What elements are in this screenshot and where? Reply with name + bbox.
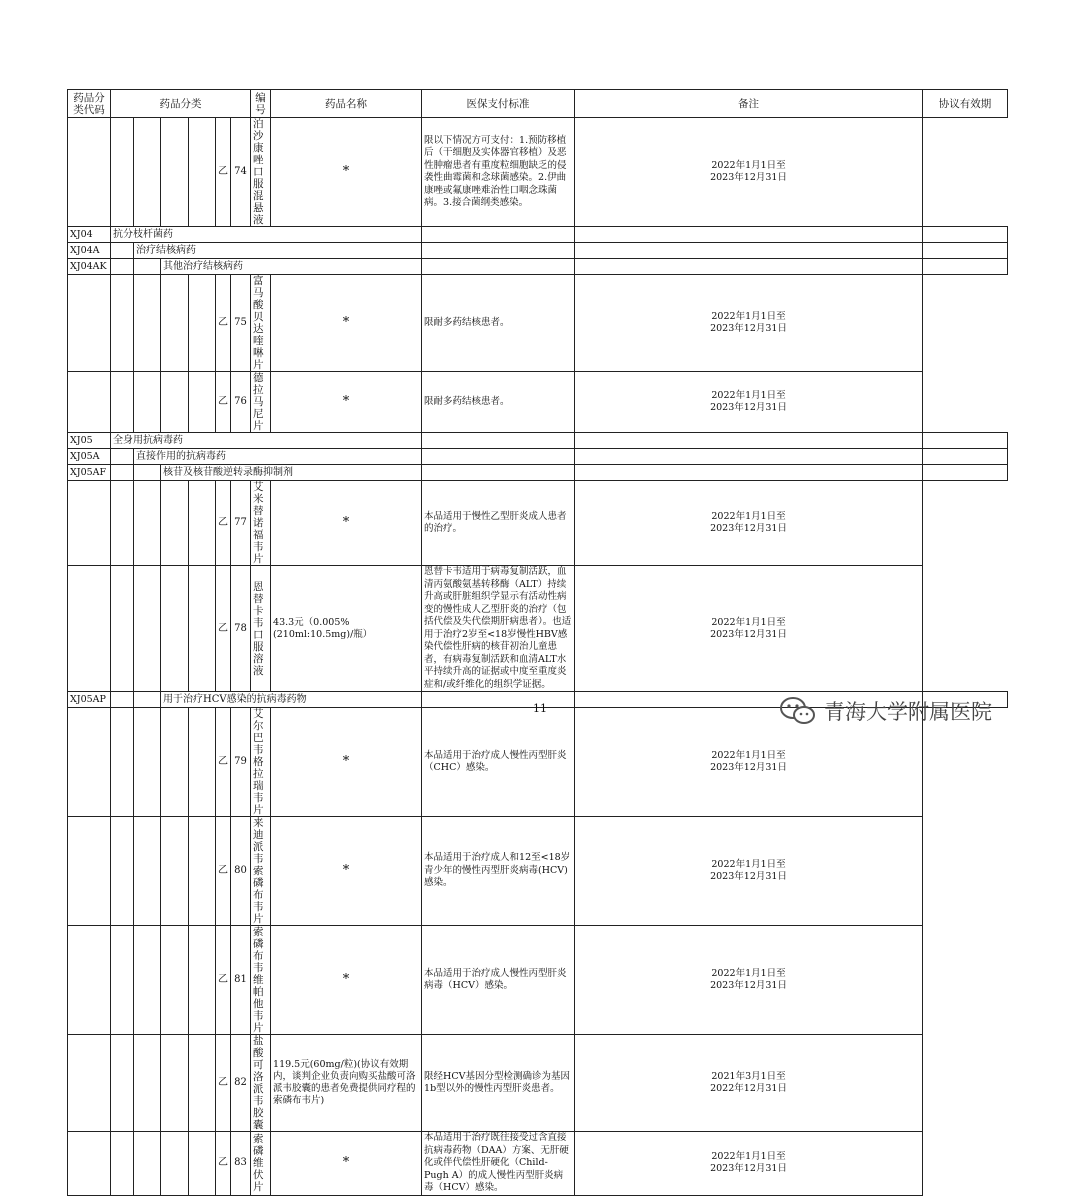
period-end: 2022年12月31日 [710,1083,787,1094]
wechat-icon [778,696,818,726]
category-label: 抗分枝杆菌药 [111,227,422,243]
empty-cell [111,449,134,465]
drug-row [68,1132,1008,1196]
drug-row [68,926,1008,1035]
header-period: 协议有效期 [923,90,1008,118]
agreement-period [575,817,923,926]
category-label: 治疗结核病药 [134,243,422,259]
header-category: 药品分类 [111,90,251,118]
period-end: 2023年12月31日 [710,402,787,413]
period-start: 2022年1月1日至 [711,390,786,401]
empty-cell [422,449,575,465]
payment-standard: * [271,481,422,566]
empty-cell [134,708,161,817]
category-row [68,449,1008,465]
agreement-period [575,372,923,433]
empty-cell [575,449,923,465]
empty-cell [111,817,134,926]
empty-cell [68,1132,111,1196]
drug-name: 索磷布韦维帕他韦片 [251,926,271,1035]
empty-cell [111,243,134,259]
category-code: XJ04AK [68,259,111,275]
empty-cell [111,566,134,692]
agreement-period [575,481,923,566]
table-header-row [68,90,1008,118]
empty-cell [134,566,161,692]
header-standard: 医保支付标准 [422,90,575,118]
drug-number: 78 [231,566,251,692]
period-start: 2021年3月1日至 [711,1071,786,1082]
drug-table [67,89,1008,1196]
drug-row [68,817,1008,926]
drug-grade: 乙 [216,481,231,566]
empty-cell [134,259,161,275]
category-code: XJ04A [68,243,111,259]
drug-number: 81 [231,926,251,1035]
drug-number: 82 [231,1035,251,1132]
empty-cell [923,433,1008,449]
agreement-period [575,275,923,372]
header-number: 编号 [251,90,271,118]
empty-cell [134,926,161,1035]
category-label: 用于治疗HCV感染的抗病毒药物 [161,692,422,708]
drug-name: 索磷维伏片 [251,1132,271,1196]
empty-cell [189,372,216,433]
category-row [68,259,1008,275]
period-start: 2022年1月1日至 [711,968,786,979]
empty-cell [161,275,189,372]
empty-cell [111,465,134,481]
drug-note: 本品适用于治疗既往接受过含直接抗病毒药物（DAA）方案、无肝硬化或伴代偿性肝硬化（Child-Pugh A）的成人慢性丙型肝炎病毒（HCV）感染。 [422,1132,575,1196]
category-row [68,227,1008,243]
empty-cell [422,433,575,449]
category-label: 直接作用的抗病毒药 [134,449,422,465]
drug-number: 75 [231,275,251,372]
drug-grade: 乙 [216,817,231,926]
drug-grade: 乙 [216,708,231,817]
watermark [778,696,992,726]
empty-cell [134,372,161,433]
payment-standard: * [271,708,422,817]
category-code: XJ05A [68,449,111,465]
empty-cell [422,227,575,243]
drug-note: 限耐多药结核患者。 [422,372,575,433]
empty-cell [68,481,111,566]
drug-note: 本品适用于治疗成人慢性丙型肝炎（CHC）感染。 [422,708,575,817]
category-code: XJ05AP [68,692,111,708]
period-start: 2022年1月1日至 [711,511,786,522]
empty-cell [161,1035,189,1132]
empty-cell [161,118,189,227]
drug-row [68,566,1008,692]
payment-standard: * [271,118,422,227]
category-label: 全身用抗病毒药 [111,433,422,449]
empty-cell [161,481,189,566]
drug-name: 艾尔巴韦格拉瑞韦片 [251,708,271,817]
empty-cell [575,433,923,449]
empty-cell [68,708,111,817]
drug-name: 富马酸贝达喹啉片 [251,275,271,372]
drug-name: 来迪派韦索磷布韦片 [251,817,271,926]
agreement-period [575,1035,923,1132]
header-name: 药品名称 [271,90,422,118]
drug-name: 泊沙康唑口服混悬液 [251,118,271,227]
empty-cell [134,1132,161,1196]
empty-cell [111,926,134,1035]
empty-cell [68,926,111,1035]
empty-cell [189,275,216,372]
payment-standard: * [271,817,422,926]
empty-cell [161,817,189,926]
category-label: 其他治疗结核病药 [161,259,422,275]
empty-cell [575,243,923,259]
drug-note: 限以下情况方可支付：1.预防移植后（干细胞及实体器官移植）及恶性肿瘤患者有重度粒细胞缺乏的侵袭性曲霉菌和念球菌感染。2.伊曲康唑或氟康唑难治性口咽念珠菌病。3.接合菌纲类感染。 [422,118,575,227]
period-end: 2023年12月31日 [710,980,787,991]
watermark-text: 青海大学附属医院 [824,700,992,724]
empty-cell [161,566,189,692]
agreement-period [575,1132,923,1196]
header-note: 备注 [575,90,923,118]
period-end: 2023年12月31日 [710,628,787,640]
empty-cell [68,372,111,433]
empty-cell [189,926,216,1035]
empty-cell [161,1132,189,1196]
drug-row [68,1035,1008,1132]
payment-standard: 119.5元(60mg/粒)(协议有效期内，谈判企业负责向购买盐酸可洛派韦胶囊的患者免费提供同疗程的索磷布韦片) [271,1035,422,1132]
drug-grade: 乙 [216,372,231,433]
category-code: XJ05 [68,433,111,449]
period-end: 2023年12月31日 [710,1163,787,1175]
empty-cell [111,708,134,817]
drug-row [68,481,1008,566]
drug-number: 76 [231,372,251,433]
payment-standard: * [271,1132,422,1196]
drug-grade: 乙 [216,926,231,1035]
drug-grade: 乙 [216,275,231,372]
empty-cell [189,708,216,817]
period-end: 2023年12月31日 [710,172,787,183]
category-row [68,433,1008,449]
empty-cell [161,372,189,433]
drug-note: 恩替卡韦适用于病毒复制活跃，血清丙氨酸氨基转移酶（ALT）持续升高或肝脏组织学显示有活动性病变的慢性成人乙型肝炎的治疗（包括代偿及失代偿期肝病患者）。也适用于治疗2岁至<18岁慢性HBV感染代偿性肝病的核苷初治儿童患者，有病毒复制活跃和血清ALT水平持续升高的证据或中度至重度炎症和/或纤维化的组织学证据。 [422,566,575,692]
empty-cell [68,566,111,692]
drug-name: 盐酸可洛派韦胶囊 [251,1035,271,1132]
header-code: 药品分类代码 [68,90,111,118]
empty-cell [134,275,161,372]
empty-cell [134,1035,161,1132]
period-start: 2022年1月1日至 [711,616,786,628]
period-end: 2023年12月31日 [710,762,787,773]
empty-cell [111,372,134,433]
empty-cell [68,1035,111,1132]
empty-cell [575,465,923,481]
empty-cell [68,275,111,372]
drug-number: 80 [231,817,251,926]
empty-cell [422,465,575,481]
drug-row [68,118,1008,227]
empty-cell [134,118,161,227]
drug-row [68,275,1008,372]
empty-cell [111,259,134,275]
empty-cell [134,481,161,566]
empty-cell [68,118,111,227]
empty-cell [189,566,216,692]
empty-cell [111,1132,134,1196]
empty-cell [111,481,134,566]
drug-note: 限经HCV基因分型检测确诊为基因1b型以外的慢性丙型肝炎患者。 [422,1035,575,1132]
drug-number: 83 [231,1132,251,1196]
empty-cell [923,259,1008,275]
drug-grade: 乙 [216,566,231,692]
empty-cell [923,449,1008,465]
empty-cell [111,275,134,372]
empty-cell [189,481,216,566]
empty-cell [189,817,216,926]
category-row [68,243,1008,259]
drug-note: 本品适用于治疗成人慢性丙型肝炎病毒（HCV）感染。 [422,926,575,1035]
period-end: 2023年12月31日 [710,523,787,534]
drug-number: 79 [231,708,251,817]
drug-note: 限耐多药结核患者。 [422,275,575,372]
empty-cell [134,817,161,926]
empty-cell [923,243,1008,259]
drug-name: 德拉马尼片 [251,372,271,433]
empty-cell [68,817,111,926]
category-row [68,465,1008,481]
payment-standard: * [271,372,422,433]
empty-cell [134,465,161,481]
empty-cell [422,259,575,275]
agreement-period [575,566,923,692]
empty-cell [161,926,189,1035]
empty-cell [575,259,923,275]
period-start: 2022年1月1日至 [711,750,786,761]
agreement-period [575,926,923,1035]
empty-cell [923,227,1008,243]
category-label: 核苷及核苷酸逆转录酶抑制剂 [161,465,422,481]
drug-name: 艾米替诺福韦片 [251,481,271,566]
drug-grade: 乙 [216,1132,231,1196]
payment-standard: * [271,275,422,372]
payment-standard: 43.3元（0.005%(210ml:10.5mg)/瓶） [271,566,422,692]
page-number: 11 [533,702,547,715]
empty-cell [111,118,134,227]
period-start: 2022年1月1日至 [711,311,786,322]
empty-cell [189,1035,216,1132]
category-code: XJ04 [68,227,111,243]
empty-cell [422,243,575,259]
empty-cell [923,465,1008,481]
empty-cell [161,708,189,817]
drug-grade: 乙 [216,118,231,227]
period-start: 2022年1月1日至 [711,859,786,870]
period-start: 2022年1月1日至 [711,160,786,171]
empty-cell [111,1035,134,1132]
drug-row [68,372,1008,433]
payment-standard: * [271,926,422,1035]
drug-name: 恩替卡韦口服溶液 [251,566,271,692]
drug-grade: 乙 [216,1035,231,1132]
period-end: 2023年12月31日 [710,323,787,334]
empty-cell [189,118,216,227]
drug-number: 77 [231,481,251,566]
drug-number: 74 [231,118,251,227]
period-end: 2023年12月31日 [710,871,787,882]
category-code: XJ05AF [68,465,111,481]
empty-cell [189,1132,216,1196]
drug-note: 本品适用于慢性乙型肝炎成人患者的治疗。 [422,481,575,566]
empty-cell [575,227,923,243]
period-start: 2022年1月1日至 [711,1151,786,1163]
agreement-period [575,118,923,227]
drug-note: 本品适用于治疗成人和12至<18岁青少年的慢性丙型肝炎病毒(HCV)感染。 [422,817,575,926]
